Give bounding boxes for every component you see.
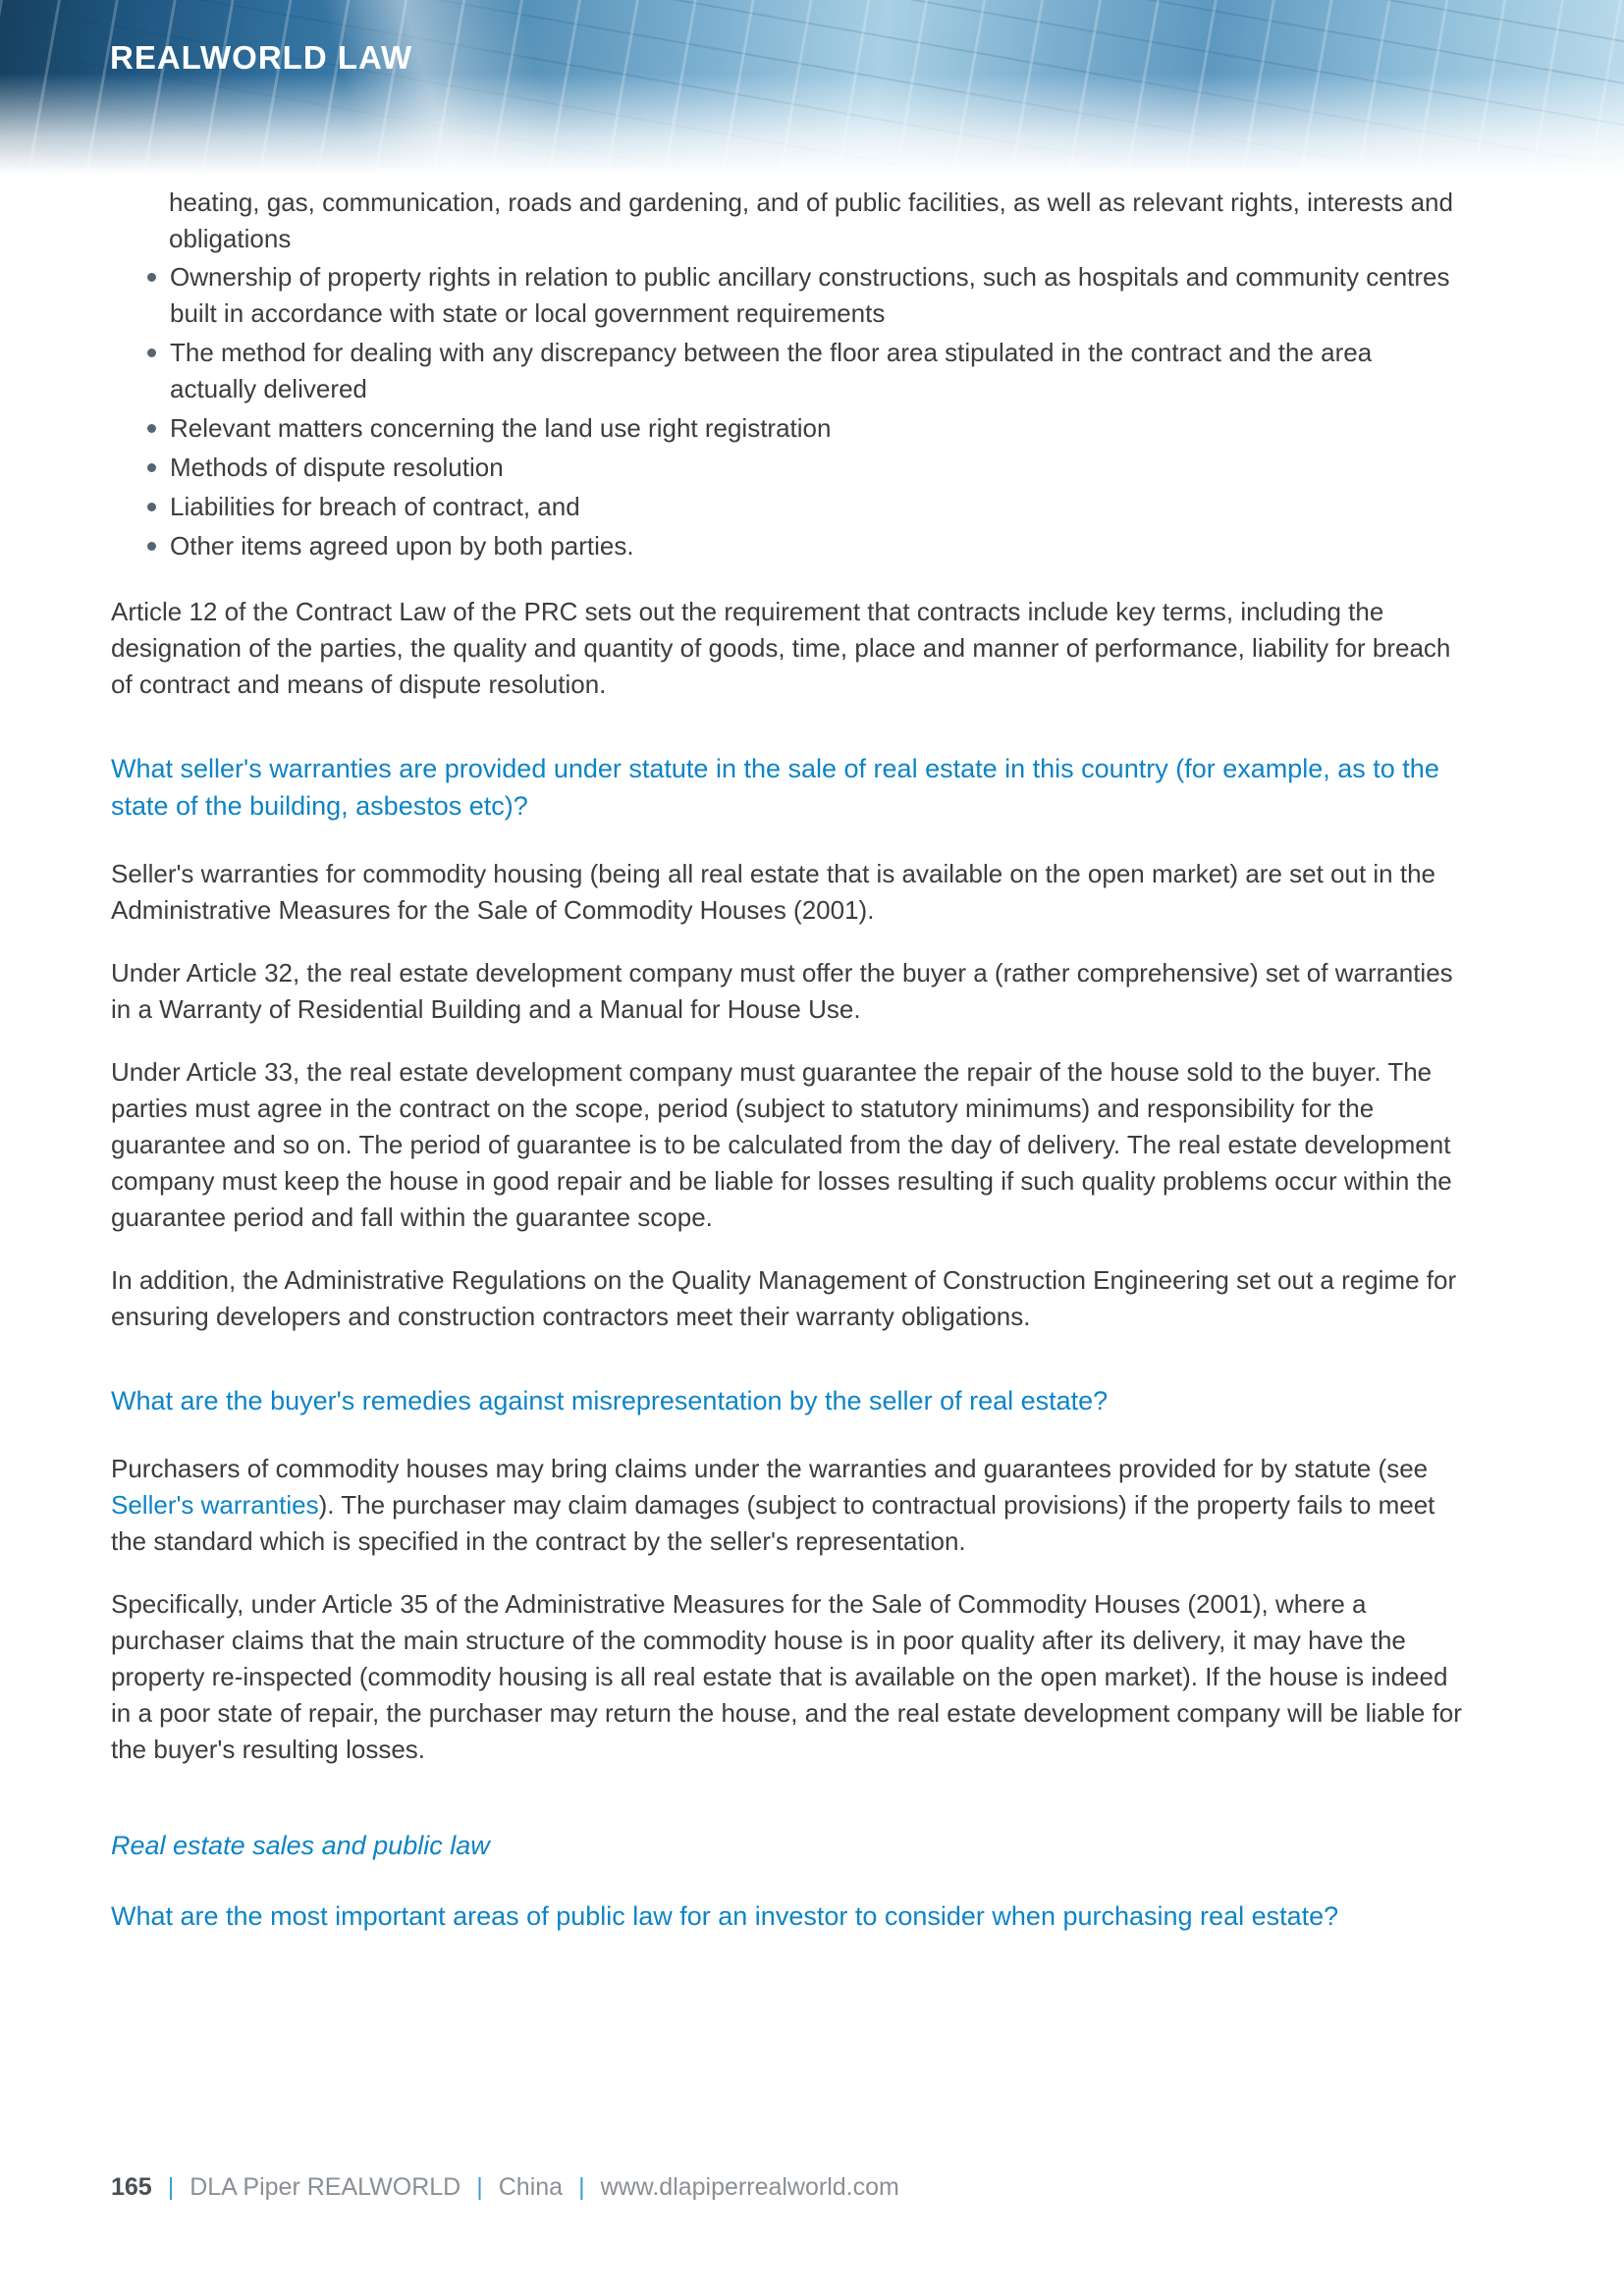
footer-brand: DLA Piper REALWORLD [189, 2173, 461, 2201]
page-content [0, 175, 1624, 1935]
heading-buyer-remedies: What are the buyer's remedies against misrepresentation by the seller of real estate? [111, 1386, 1109, 1415]
page-footer [111, 2173, 899, 2202]
bullet-text: Other items agreed upon by both parties. [170, 531, 634, 561]
bullet-text: Liabilities for breach of contract, and [170, 492, 580, 521]
bullet-list [111, 259, 1463, 564]
footer-separator: | [476, 2173, 483, 2201]
heading-public-law-areas: What are the most important areas of public law for an investor to consider when purchasing real estate? [111, 1901, 1339, 1931]
list-item [147, 489, 1463, 525]
list-item [147, 259, 1463, 332]
heading-seller-warranties: What seller's warranties are provided under statute in the sale of real estate in this country (for example, as to the state of the building, asbestos etc)? [111, 754, 1439, 821]
paragraph-remedies-2: Specifically, under Article 35 of the Administrative Measures for the Sale of Commodity Houses (2001), where a purchaser claims that the main structure of the commodity house is in poor quality after its delivery, it may have the property re-inspected (commodity housing is all real estate that is available on the open market). If the house is indeed in a poor state of repair, the purchaser may return the house, and the real estate development company will be liable for the buyer's resulting losses. [111, 1589, 1462, 1764]
header-banner [0, 0, 1624, 175]
bullet-continuation-text: heating, gas, communication, roads and gardening, and of public facilities, as well as relevant rights, interests and obligations [169, 187, 1453, 253]
remedies-text-before: Purchasers of commodity houses may bring claims under the warranties and guarantees provided for by statute (see [111, 1454, 1429, 1483]
subheading-public-law: Real estate sales and public law [111, 1831, 490, 1860]
paragraph-remedies-1 [111, 1451, 1463, 1560]
list-item [147, 335, 1463, 407]
bullet-text: The method for dealing with any discrepancy between the floor area stipulated in the contract and the area actually delivered [170, 338, 1373, 403]
bullet-icon [147, 348, 156, 357]
bullet-icon [147, 273, 156, 282]
paragraph-warranties-4: In addition, the Administrative Regulations on the Quality Management of Construction Engineering set out a regime for ensuring developers and construction contractors meet their warranty obligations. [111, 1265, 1457, 1331]
page-number: 165 [111, 2173, 152, 2201]
sellers-warranties-link[interactable]: Seller's warranties [111, 1490, 319, 1520]
bullet-icon [147, 503, 156, 511]
footer-website: www.dlapiperrealworld.com [600, 2173, 899, 2201]
paragraph-warranties-2: Under Article 32, the real estate development company must offer the buyer a (rather comprehensive) set of warranties in a Warranty of Residential Building and a Manual for House Use. [111, 958, 1453, 1024]
page-title: REALWORLD LAW [110, 39, 413, 76]
paragraph-warranties-3: Under Article 33, the real estate development company must guarantee the repair of the house sold to the buyer. The parties must agree in the contract on the scope, period (subject to statutory minimums) and responsibility for the guarantee and so on. The period of guarantee is to be calculated from the day of delivery. The real estate development company must keep the house in good repair and be liable for losses resulting if such quality problems occur within the guarantee period and fall within the guarantee scope. [111, 1057, 1452, 1232]
remedies-text-after: ). The purchaser may claim damages (subject to contractual provisions) if the property fails to meet the standard which is specified in the contract by the seller's representation. [111, 1490, 1435, 1556]
bullet-text: Ownership of property rights in relation to public ancillary constructions, such as hospitals and community centres built in accordance with state or local government requirements [170, 262, 1450, 328]
list-item [147, 528, 1463, 564]
bullet-icon [147, 542, 156, 551]
list-item [147, 450, 1463, 486]
footer-country: China [498, 2173, 564, 2201]
footer-separator: | [578, 2173, 585, 2201]
list-item [147, 410, 1463, 447]
paragraph-article12: Article 12 of the Contract Law of the PRC sets out the requirement that contracts include key terms, including the designation of the parties, the quality and quantity of goods, time, place and manner of performance, liability for breach of contract and means of dispute resolution. [111, 597, 1451, 699]
bullet-text: Relevant matters concerning the land use right registration [170, 413, 832, 443]
bullet-icon [147, 463, 156, 472]
bullet-text: Methods of dispute resolution [170, 453, 504, 482]
bullet-icon [147, 424, 156, 433]
footer-separator: | [167, 2173, 175, 2201]
paragraph-warranties-1: Seller's warranties for commodity housing (being all real estate that is available on the open market) are set out in the Administrative Measures for the Sale of Commodity Houses (2001). [111, 859, 1436, 925]
